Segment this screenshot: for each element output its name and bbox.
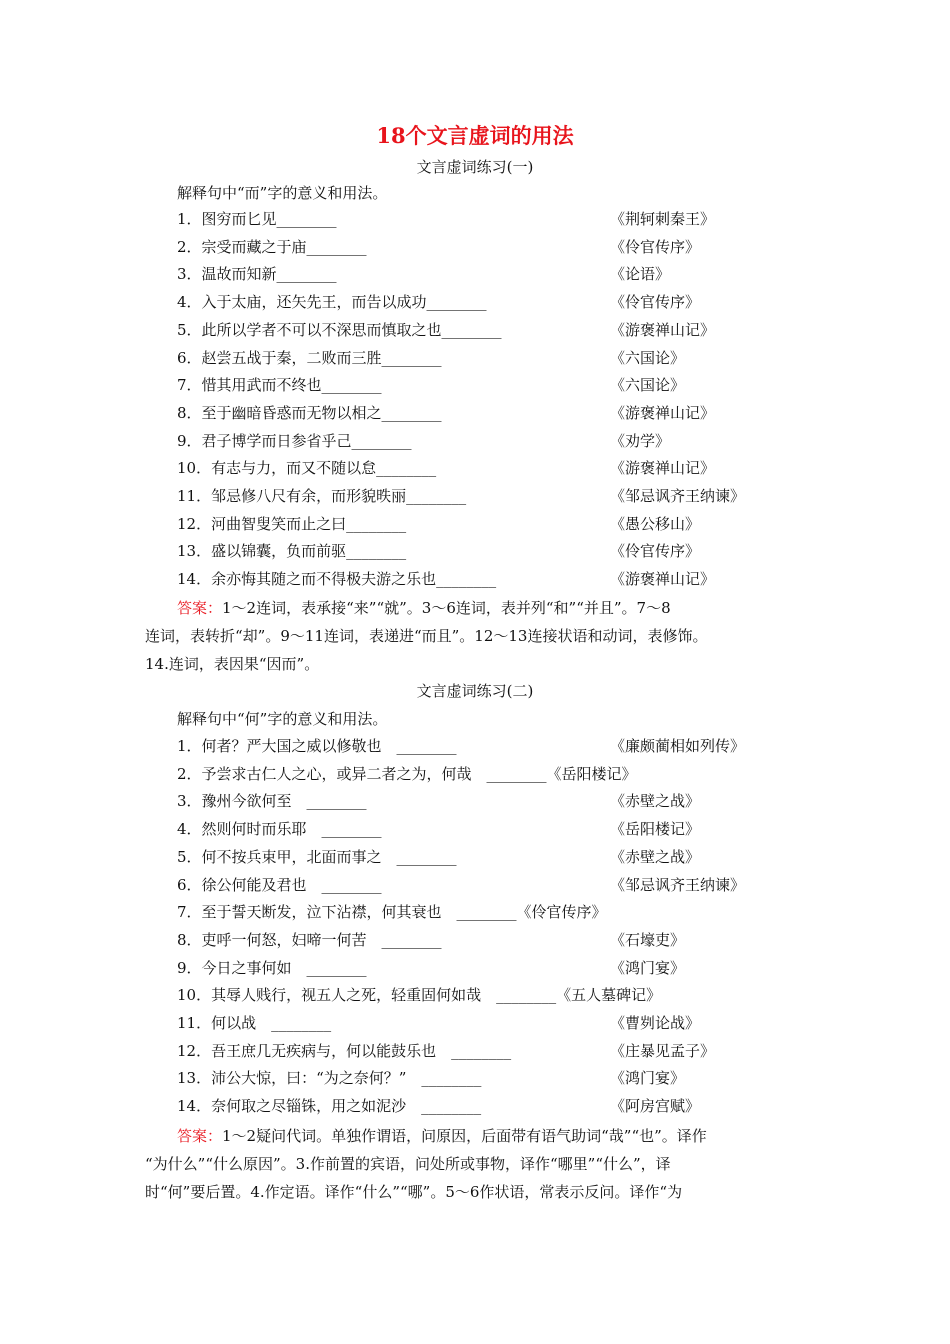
section1-instruction: 解释句中“而”字的意义和用法。 (177, 184, 388, 202)
question-item (177, 263, 737, 285)
question-text: 10．其辱人贱行，视五人之死，轻重固何如哉 ________《五人墓碑记》 (177, 986, 662, 1005)
question-text: 7．至于誓天断发，泣下沾襟，何其衰也 ________《伶官传序》 (177, 903, 607, 922)
question-source: 《石壕吏》 (610, 930, 686, 949)
question-source: 《廉颇蔺相如列传》 (610, 737, 746, 755)
question-text: 5．何不按兵束甲，北面而事之 ________ (177, 847, 457, 866)
question-item (177, 1095, 737, 1117)
question-text: 9．君子博学而日参省乎己________ (177, 431, 412, 450)
section1-answer (145, 594, 805, 678)
question-text: 13．盛以锦囊，负而前驱________ (177, 542, 407, 561)
question-source: 《阿房宫赋》 (610, 1097, 701, 1116)
question-text: 9．今日之事何如 ________ (177, 958, 367, 977)
section2-instruction: 解释句中“何”字的意义和用法。 (177, 710, 388, 728)
question-item (177, 1040, 737, 1062)
question-text: 1．何者？严大国之威以修敬也 ________ (177, 737, 457, 755)
question-item (177, 291, 737, 313)
question-item (177, 874, 746, 896)
question-source: 《鸿门宴》 (610, 1069, 686, 1088)
question-text: 13．沛公大惊，曰：“为之奈何？” ________ (177, 1069, 482, 1088)
question-item (177, 790, 737, 812)
question-item (177, 929, 737, 951)
question-source: 《伶官传序》 (610, 293, 701, 312)
section2-answer (145, 1122, 805, 1206)
question-text: 12．吾王庶几无疾病与，何以能鼓乐也 ________ (177, 1041, 512, 1060)
question-item (177, 1012, 737, 1034)
question-source: 《论语》 (610, 265, 671, 284)
answer-text-line-3: 14.连词，表因果“因而”。 (145, 655, 320, 673)
question-item (177, 347, 737, 369)
question-source: 《鸿门宴》 (610, 958, 686, 977)
question-item (177, 957, 737, 979)
question-item (177, 236, 737, 258)
question-source: 《曹刿论战》 (610, 1014, 701, 1032)
question-item (177, 846, 737, 868)
answer-text-line-2: “为什么”“什么原因”。3.作前置的宾语，问处所或事物，译作“哪里”“什么”，译 (145, 1155, 671, 1173)
question-text: 2．宗受而藏之于庙________ (177, 237, 367, 256)
question-item (177, 457, 737, 479)
question-source: 《赤壁之战》 (610, 792, 701, 811)
question-source: 《赤壁之战》 (610, 847, 701, 866)
question-text: 12．河曲智叟笑而止之曰________ (177, 514, 407, 533)
question-item (177, 319, 737, 341)
question-item (177, 485, 746, 507)
question-item (177, 763, 737, 785)
question-text: 4．然则何时而乐耶 ________ (177, 820, 382, 839)
question-source: 《劝学》 (610, 431, 671, 450)
question-source: 《愚公移山》 (610, 514, 701, 533)
question-text: 4．入于太庙，还矢先王，而告以成功________ (177, 293, 487, 312)
question-source: 《荆轲刺秦王》 (610, 210, 716, 228)
question-item (177, 735, 746, 757)
question-source: 《游褒禅山记》 (610, 570, 716, 589)
question-source: 《六国论》 (610, 348, 686, 367)
answer-text-line-1: 1～2疑问代词。单独作谓语，问原因，后面带有语气助词“哉”“也”。译作 (222, 1127, 707, 1145)
question-text: 11．邹忌修八尺有余，而形貌昳丽________ (177, 487, 467, 505)
question-text: 6．赵尝五战于秦，二败而三胜________ (177, 348, 442, 367)
answer-text-line-3: 时“何”要后置。4.作定语。译作“什么”“哪”。5～6作状语，常表示反问。译作“为 (145, 1183, 683, 1201)
question-text: 8．至于幽暗昏惑而无物以相之________ (177, 403, 442, 422)
section1-heading: 文言虚词练习(一) (416, 158, 534, 176)
question-source: 《六国论》 (610, 376, 686, 395)
question-text: 3．温故而知新________ (177, 265, 337, 284)
question-source: 《岳阳楼记》 (610, 820, 701, 839)
answer-text-line-1: 1～2连词，表承接“来”“就”。3～6连词，表并列“和”“并且”。7～8 (222, 599, 671, 617)
question-text: 7．惜其用武而不终也________ (177, 376, 382, 395)
question-item (177, 818, 737, 840)
question-text: 1．图穷而匕见________ (177, 210, 337, 228)
answer-label: 答案： (177, 599, 223, 617)
question-item (177, 374, 737, 396)
question-text: 8．吏呼一何怒，妇啼一何苦 ________ (177, 930, 442, 949)
question-source: 《邹忌讽齐王纳谏》 (610, 487, 746, 505)
question-source: 《游褒禅山记》 (610, 459, 716, 478)
question-source: 《邹忌讽齐王纳谏》 (610, 875, 746, 894)
question-item (177, 1067, 737, 1089)
question-source: 《伶官传序》 (610, 542, 701, 561)
page-title: 18个文言虚词的用法 (376, 123, 574, 148)
question-item (177, 540, 737, 562)
question-source: 《游褒禅山记》 (610, 320, 716, 339)
question-item (177, 513, 737, 535)
answer-label: 答案： (177, 1127, 223, 1145)
question-item (177, 430, 737, 452)
question-source: 《庄暴见孟子》 (610, 1041, 716, 1060)
question-source: 《游褒禅山记》 (610, 403, 716, 422)
question-text: 5．此所以学者不可以不深思而慎取之也________ (177, 320, 502, 339)
question-source: 《伶官传序》 (610, 237, 701, 256)
question-item (177, 984, 737, 1006)
question-item (177, 901, 737, 923)
question-item (177, 402, 737, 424)
question-text: 10．有志与力，而又不随以怠________ (177, 459, 437, 478)
question-item (177, 208, 737, 230)
question-text: 6．徐公何能及君也 ________ (177, 875, 382, 894)
question-text: 2．予尝求古仁人之心，或异二者之为，何哉 ________《岳阳楼记》 (177, 764, 637, 783)
question-text: 14．奈何取之尽锱铢，用之如泥沙 ________ (177, 1097, 482, 1116)
question-item (177, 568, 737, 590)
question-text: 3．豫州今欲何至 ________ (177, 792, 367, 811)
answer-text-line-2: 连词，表转折“却”。9～11连词，表递进“而且”。12～13连接状语和动词，表修饰。 (145, 627, 708, 645)
question-text: 14．余亦悔其随之而不得极夫游之乐也________ (177, 570, 497, 589)
question-text: 11．何以战 ________ (177, 1014, 332, 1032)
section2-heading: 文言虚词练习(二) (416, 682, 534, 700)
